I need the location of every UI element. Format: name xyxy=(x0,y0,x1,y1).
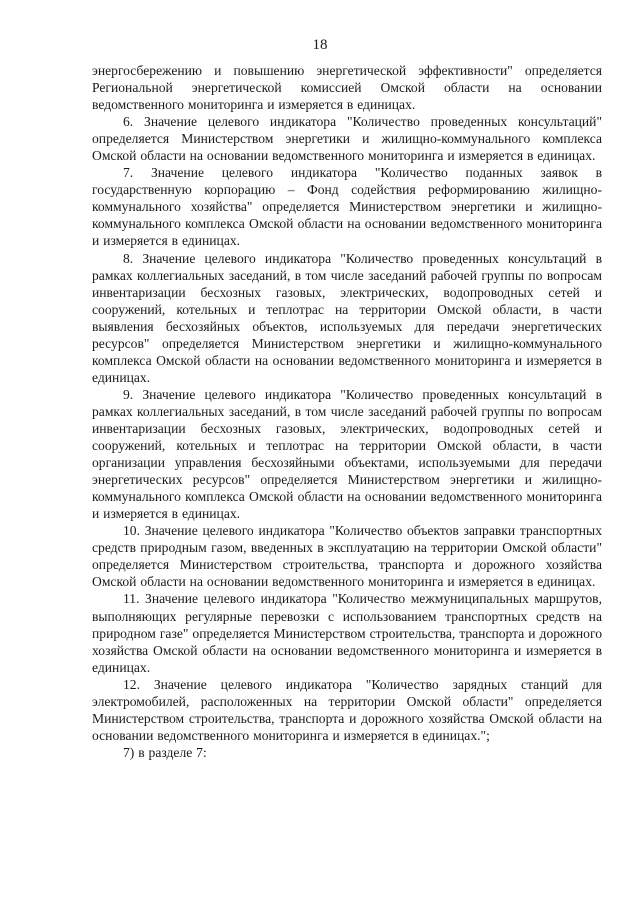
paragraph-item-6: 6. Значение целевого индикатора "Количество проведенных консультаций" определяется Министерством энергетики и жилищно-коммунального комплекса Омской области на основании ведомственного мониторинга и измеряется в единицах. xyxy=(92,114,602,164)
paragraph-item-8: 8. Значение целевого индикатора "Количество проведенных консультаций в рамках коллегиальных заседаний, в том числе заседаний рабочей группы по вопросам инвентаризации бесхозных газовых, электрических, водопроводных сетей и сооружений, котельных и теплотрас на территории Омской области, в части выявления бесхозяйных объектов, используемых для передачи энергетических ресурсов" определяется Министерством энергетики и жилищно-коммунального комплекса Омской области на основании ведомственного мониторинга и измеряется в единицах. xyxy=(92,250,602,385)
paragraph-item-9: 9. Значение целевого индикатора "Количество проведенных консультаций в рамках коллегиальных заседаний, в том числе заседаний рабочей группы по вопросам инвентаризации бесхозных газовых, электрических, водопроводных сетей и сооружений, котельных и теплотрас на территории Омской области, в части организации управления бесхозяйными объектами, используемыми для передачи энергетических ресурсов" определяется Министерством энергетики и жилищно-коммунального комплекса Омской области на основании ведомственного мониторинга и измеряется в единицах. xyxy=(92,386,602,522)
paragraph-item-7: 7. Значение целевого индикатора "Количество поданных заявок в государственную корпорацию – Фонд содействия реформированию жилищно-коммунального хозяйства" определяется Министерством энергетики и жилищно-коммунального комплекса Омской области на основании ведомственного мониторинга и измеряется в единицах. xyxy=(92,165,602,249)
paragraph-item-12: 12. Значение целевого индикатора "Количество зарядных станций для электромобилей, расположенных на территории Омской области" определяется Министерством строительства, транспорта и дорожного хозяйства Омской области на основании ведомственного мониторинга и измеряется в единицах."; xyxy=(92,676,602,743)
paragraph: энергосбережению и повышению энергетической эффективности" определяется Региональной энергетической комиссией Омской области на основании ведомственного мониторинга и измеряется в единицах. xyxy=(92,63,602,113)
page-number: 18 xyxy=(312,37,328,53)
paragraph-item-10: 10. Значение целевого индикатора "Количество объектов заправки транспортных средств природным газом, введенных в эксплуатацию на территории Омской области" определяется Министерством строительства, транспорта и дорожного хозяйства Омской области на основании ведомственного мониторинга и измеряется в единицах. xyxy=(92,523,602,590)
section-7-heading: 7) в разделе 7: xyxy=(123,744,207,760)
document-body xyxy=(92,62,602,761)
paragraph-item-11: 11. Значение целевого индикатора "Количество межмуниципальных маршрутов, выполняющих регулярные перевозки с использованием транспортных средств на природном газе" определяется Министерством строительства, транспорта и дорожного хозяйства Омской области на основании ведомственного мониторинга и измеряется в единицах. xyxy=(92,591,602,675)
